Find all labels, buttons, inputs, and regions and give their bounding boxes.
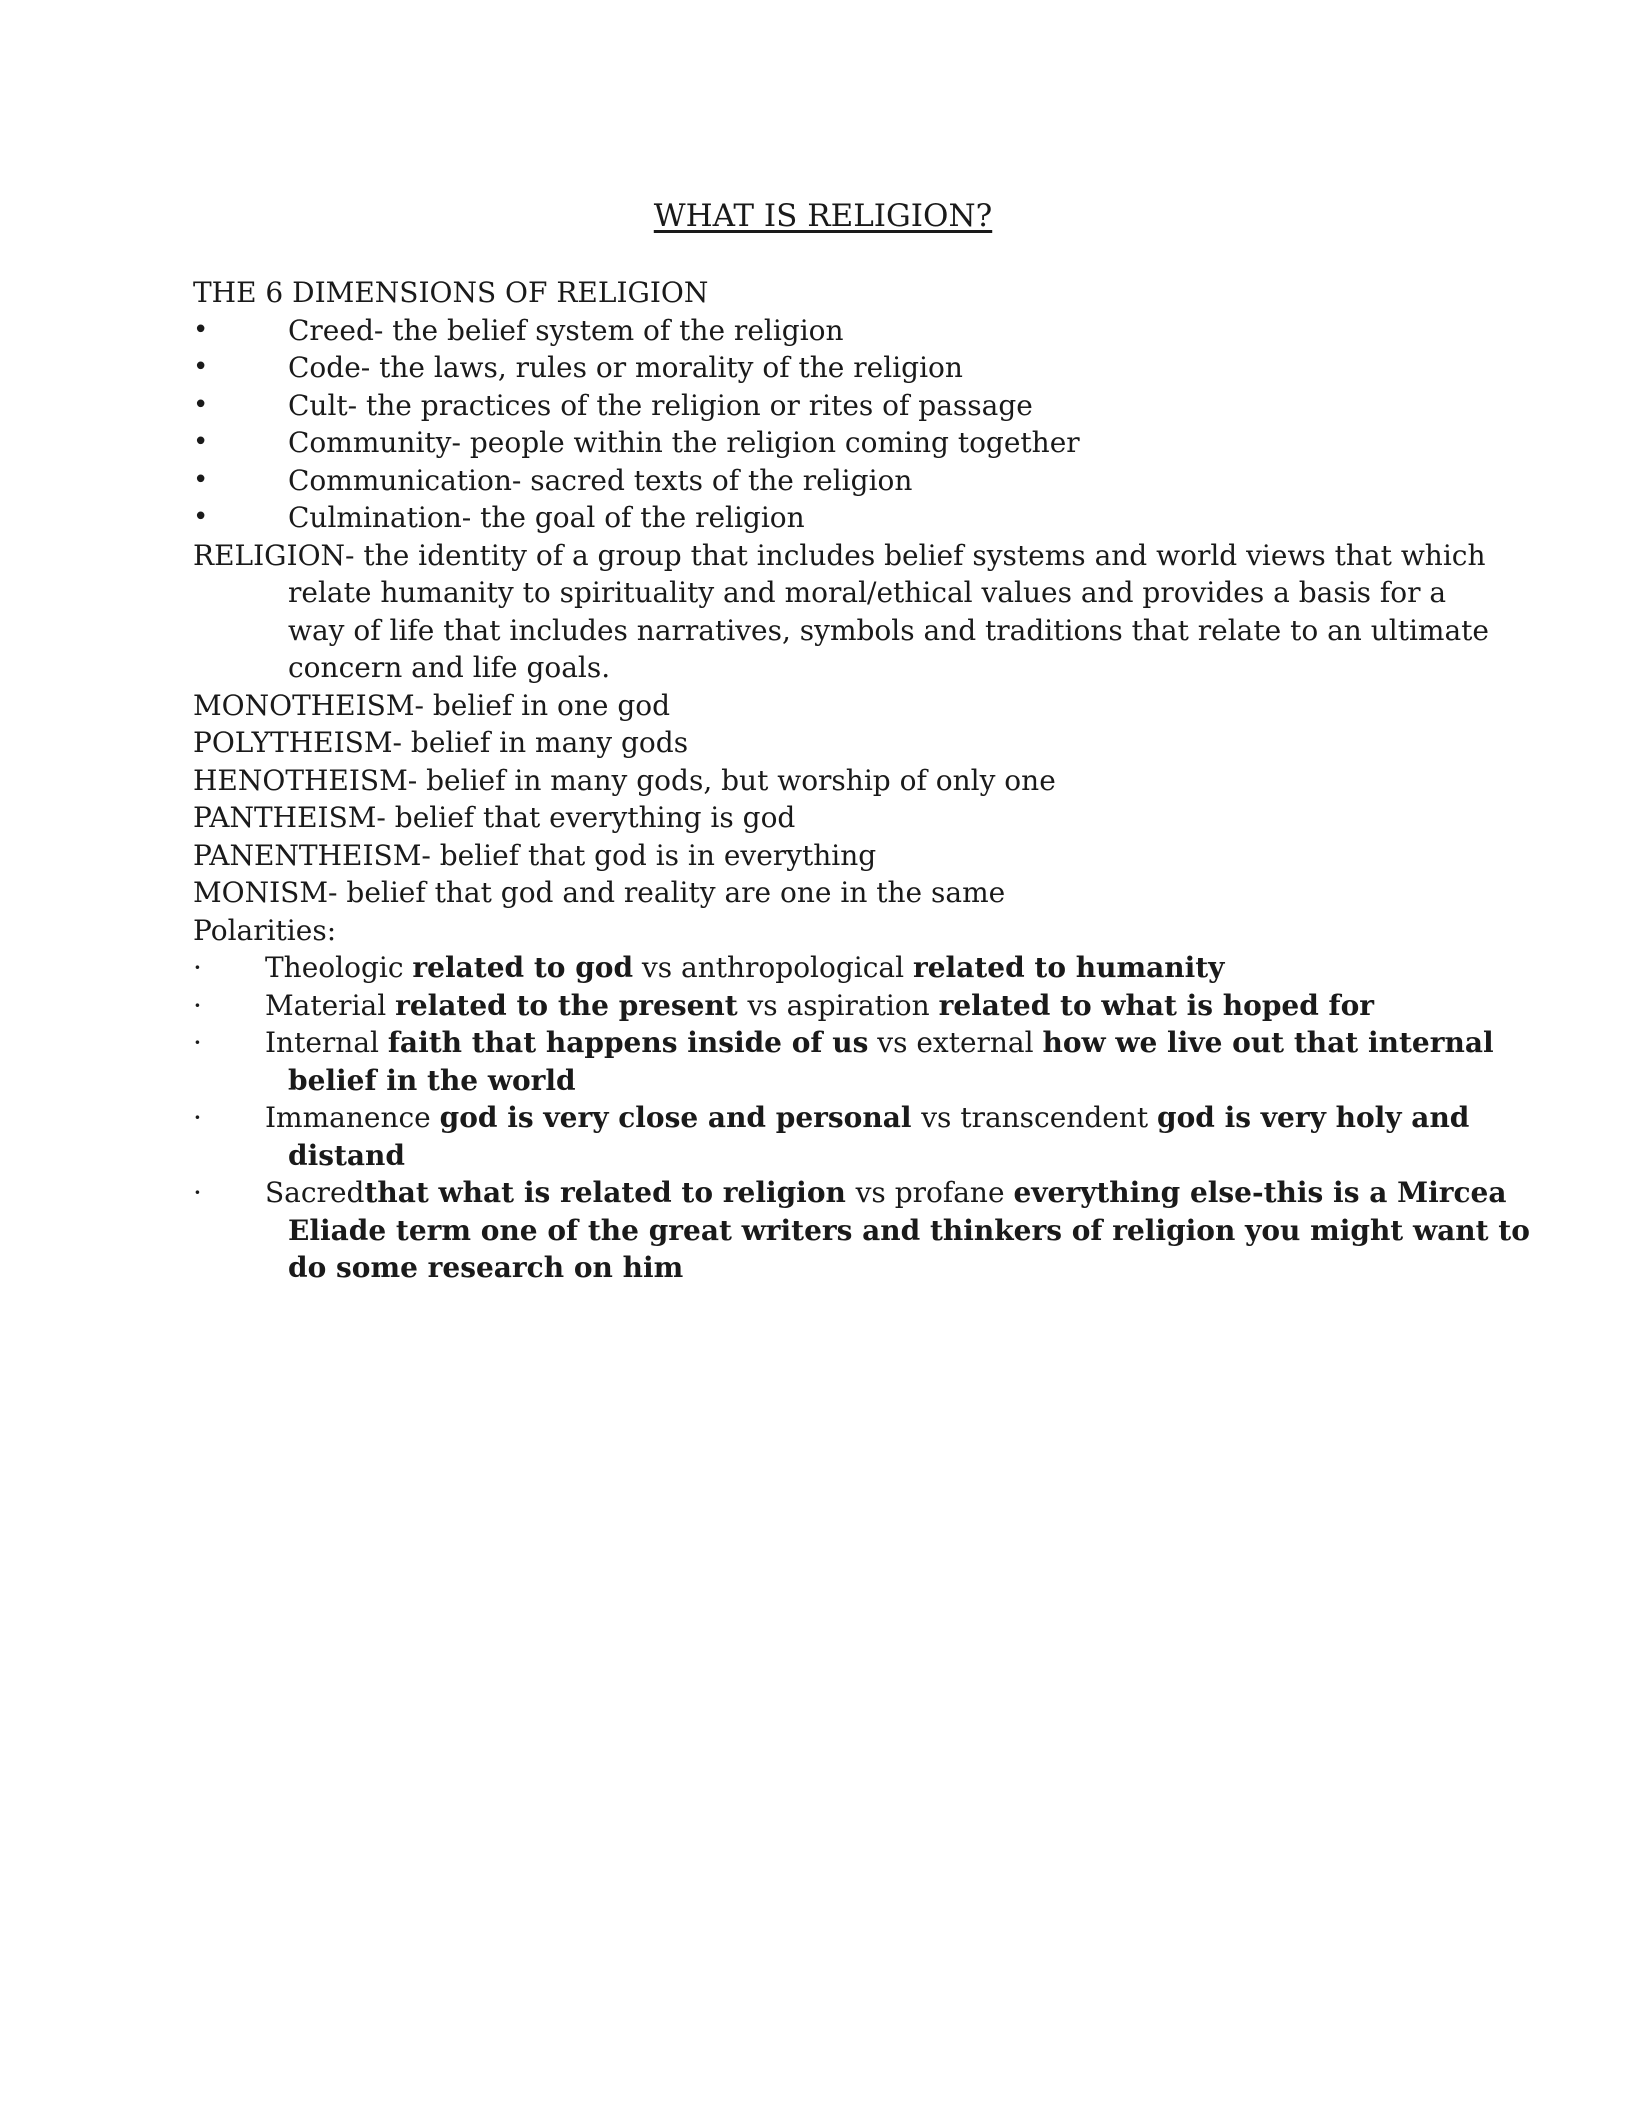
list-item-text: Code- the laws, rules or morality of the religion	[288, 351, 963, 384]
term-polytheism: POLYTHEISM- belief in many gods	[193, 726, 689, 759]
list-item	[193, 499, 1453, 537]
term-monism: MONISM- belief that god and reality are one in the same	[193, 876, 1006, 909]
polarity-term-b: vs aspiration	[747, 988, 939, 1022]
definition-line: way of life that includes narratives, symbols and traditions that relate to an ultimate	[288, 613, 1489, 647]
polarity-desc-a: faith that happens inside of us	[387, 1026, 869, 1059]
definition-line: relate humanity to spirituality and moral/ethical values and provides a basis for a	[288, 576, 1447, 609]
list-item-text: Creed- the belief system of the religion	[288, 313, 844, 347]
bullet-icon: •	[193, 427, 209, 457]
term-henotheism: HENOTHEISM- belief in many gods, but worship of only one	[193, 763, 1056, 797]
polarity-continuation: do some research on him	[288, 1251, 684, 1284]
bullet-icon: •	[193, 352, 209, 382]
polarities-heading: Polarities:	[193, 913, 337, 947]
polarity-desc-a: related to god	[412, 951, 634, 984]
polarity-desc-b: god is very holy and	[1157, 1101, 1470, 1134]
bullet-icon: •	[193, 502, 209, 532]
polarity-text	[265, 949, 1453, 987]
polarity-item	[193, 1099, 1470, 1174]
bullet-icon: ·	[193, 951, 202, 984]
polarity-term-b: vs external	[868, 1026, 1043, 1059]
polarity-continuation: belief in the world	[288, 1063, 576, 1097]
religion-definition	[193, 537, 1489, 687]
polarity-desc-b: how we live out that internal	[1042, 1026, 1494, 1059]
polarity-desc-b: related to humanity	[912, 951, 1225, 984]
polarity-desc-a: related to the present	[395, 988, 748, 1022]
definition-line: concern and life goals.	[288, 651, 611, 684]
polarity-term-b: vs anthropological	[633, 951, 913, 984]
polarity-term-a: Material	[265, 988, 396, 1022]
polarity-term-b: vs profane	[855, 1176, 1014, 1209]
polarity-desc-b: everything else-this is a Mircea	[1013, 1176, 1507, 1209]
list-item-text: Communication- sacred texts of the religion	[288, 463, 913, 497]
polarity-item	[193, 987, 1453, 1025]
bullet-icon: ·	[193, 1026, 202, 1059]
polarity-item	[193, 1024, 1494, 1099]
polarity-term-a: Theologic	[265, 951, 413, 984]
polarity-desc-b: related to what is hoped for	[938, 988, 1375, 1022]
list-item-text: Culmination- the goal of the religion	[288, 501, 805, 534]
polarity-item	[193, 949, 1453, 987]
term-pantheism: PANTHEISM- belief that everything is god	[193, 801, 796, 834]
list-item-text: Community- people within the religion coming together	[288, 426, 1080, 459]
polarity-text	[265, 1174, 1530, 1287]
list-item	[193, 312, 1453, 350]
polarity-continuation: Eliade term one of the great writers and thinkers of religion you might want to	[288, 1213, 1530, 1247]
list-item	[193, 349, 1453, 387]
polarity-term-a: Immanence	[265, 1101, 440, 1134]
bullet-icon: ·	[193, 1101, 202, 1134]
bullet-icon: ·	[193, 988, 202, 1022]
list-item	[193, 424, 1453, 462]
polarity-text	[265, 987, 1453, 1025]
page-title: WHAT IS RELIGION?	[653, 198, 993, 234]
polarity-desc-a: god is very close and personal	[439, 1101, 922, 1134]
bullet-icon: •	[193, 314, 209, 345]
list-item	[193, 462, 1453, 500]
bullet-icon: •	[193, 389, 209, 420]
polarity-text	[265, 1024, 1494, 1099]
polarity-term-b: vs transcendent	[921, 1101, 1158, 1134]
term-monotheism: MONOTHEISM- belief in one god	[193, 688, 671, 722]
bullet-icon: •	[193, 464, 209, 495]
dimensions-heading: THE 6 DIMENSIONS OF RELIGION	[193, 276, 709, 309]
polarity-item	[193, 1174, 1530, 1287]
polarity-desc-a: that what is related to religion	[364, 1176, 856, 1209]
polarity-text	[265, 1099, 1470, 1174]
term-panentheism: PANENTHEISM- belief that god is in everything	[193, 838, 877, 872]
polarity-continuation: distand	[288, 1138, 405, 1172]
definition-line: RELIGION- the identity of a group that includes belief systems and world views that which	[193, 538, 1486, 572]
list-item	[193, 387, 1453, 425]
polarity-term-a: Sacred	[265, 1176, 365, 1209]
document-body	[193, 274, 1530, 1287]
polarity-term-a: Internal	[265, 1026, 388, 1059]
bullet-icon: ·	[193, 1176, 202, 1209]
list-item-text: Cult- the practices of the religion or rites of passage	[288, 388, 1033, 422]
